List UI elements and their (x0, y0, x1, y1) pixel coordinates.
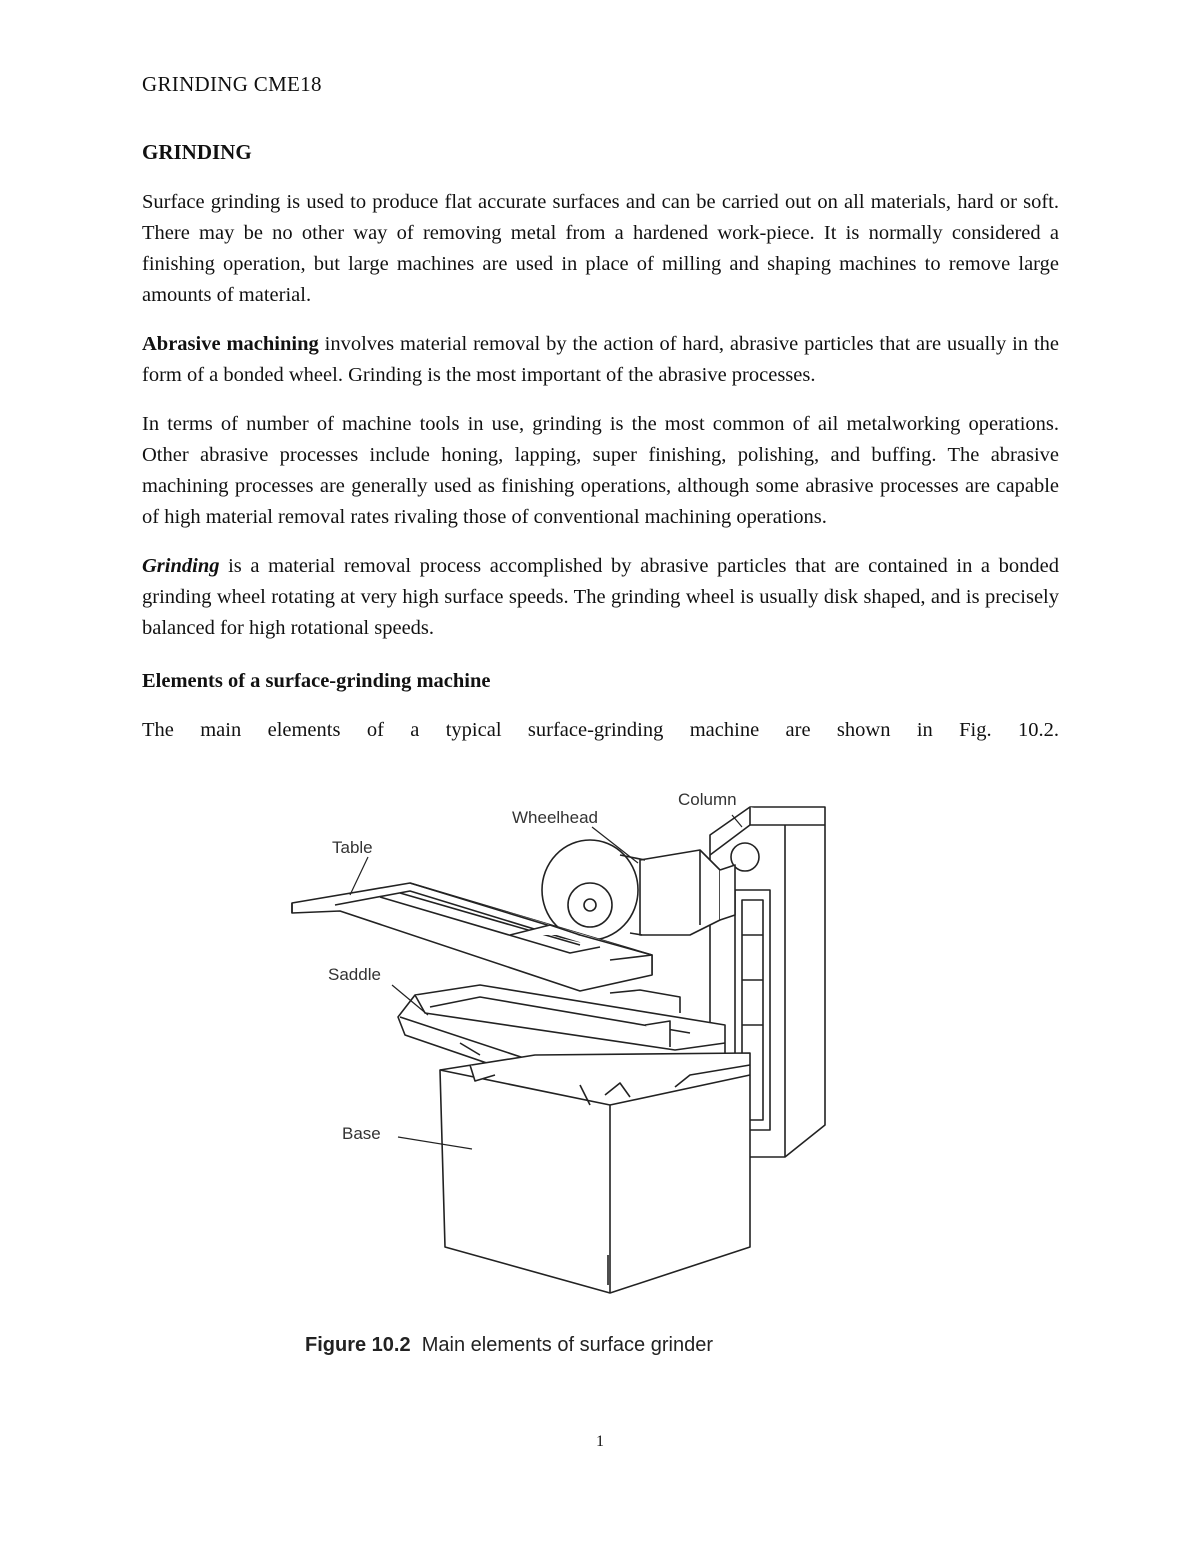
paragraph-text: involves material removal by the action of hard, abrasive particles that are usually in the form of a bonded wheel. Grinding is the most important of the abrasive processes. (142, 333, 1059, 386)
label-saddle: Saddle (328, 965, 381, 984)
paragraph-text: In terms of number of machine tools in use, grinding is the most common of ail metalworking operations. Other abrasive processes include honing, lapping, super finishing, polishing, and buffing. The abrasive machining processes are generally used as finishing operations, although some abrasive processes are capable of high material removal rates rivaling those of conventional machining operations. (142, 413, 1059, 528)
paragraph-text: is a material removal process accomplished by abrasive particles that are contained in a bonded grinding wheel rotating at very high surface speeds. The grinding wheel is usually disk shaped, and is precisely balanced for high rotational speeds. (142, 555, 1059, 639)
wheelhead-part (542, 840, 735, 940)
section-intro: The main elements of a typical surface-grinding machine are shown in Fig. 10.2. (142, 719, 1059, 741)
running-header: GRINDING CME18 (142, 72, 322, 96)
term-grinding: Grinding (142, 555, 220, 577)
paragraph-grinding-definition (142, 551, 1059, 644)
surface-grinder-figure (280, 785, 860, 1325)
term-abrasive-machining: Abrasive machining (142, 333, 319, 355)
paragraph-surface-grinding (142, 187, 1059, 311)
surface-grinder-drawing (280, 785, 860, 1325)
caption-number: Figure 10.2 (305, 1334, 411, 1356)
document-title: GRINDING (142, 140, 252, 164)
document-body (142, 140, 1059, 764)
label-column: Column (678, 790, 737, 809)
figure-caption (305, 1334, 713, 1357)
page-number: 1 (596, 1433, 604, 1450)
caption-text: Main elements of surface grinder (421, 1334, 713, 1356)
label-wheelhead: Wheelhead (512, 808, 599, 827)
label-table: Table (332, 838, 373, 857)
section-heading: Elements of a surface-grinding machine (142, 670, 491, 692)
paragraph-machine-tools (142, 409, 1059, 533)
paragraph-text: Surface grinding is used to produce flat accurate surfaces and can be carried out on all materials, hard or soft. There may be no other way of removing metal from a hardened work-piece. It is normally considered a finishing operation, but large machines are used in place of milling and shaping machines to remove large amounts of material. (142, 191, 1059, 306)
label-base: Base (342, 1124, 381, 1143)
base-part (440, 1053, 750, 1293)
paragraph-abrasive-machining (142, 329, 1059, 391)
